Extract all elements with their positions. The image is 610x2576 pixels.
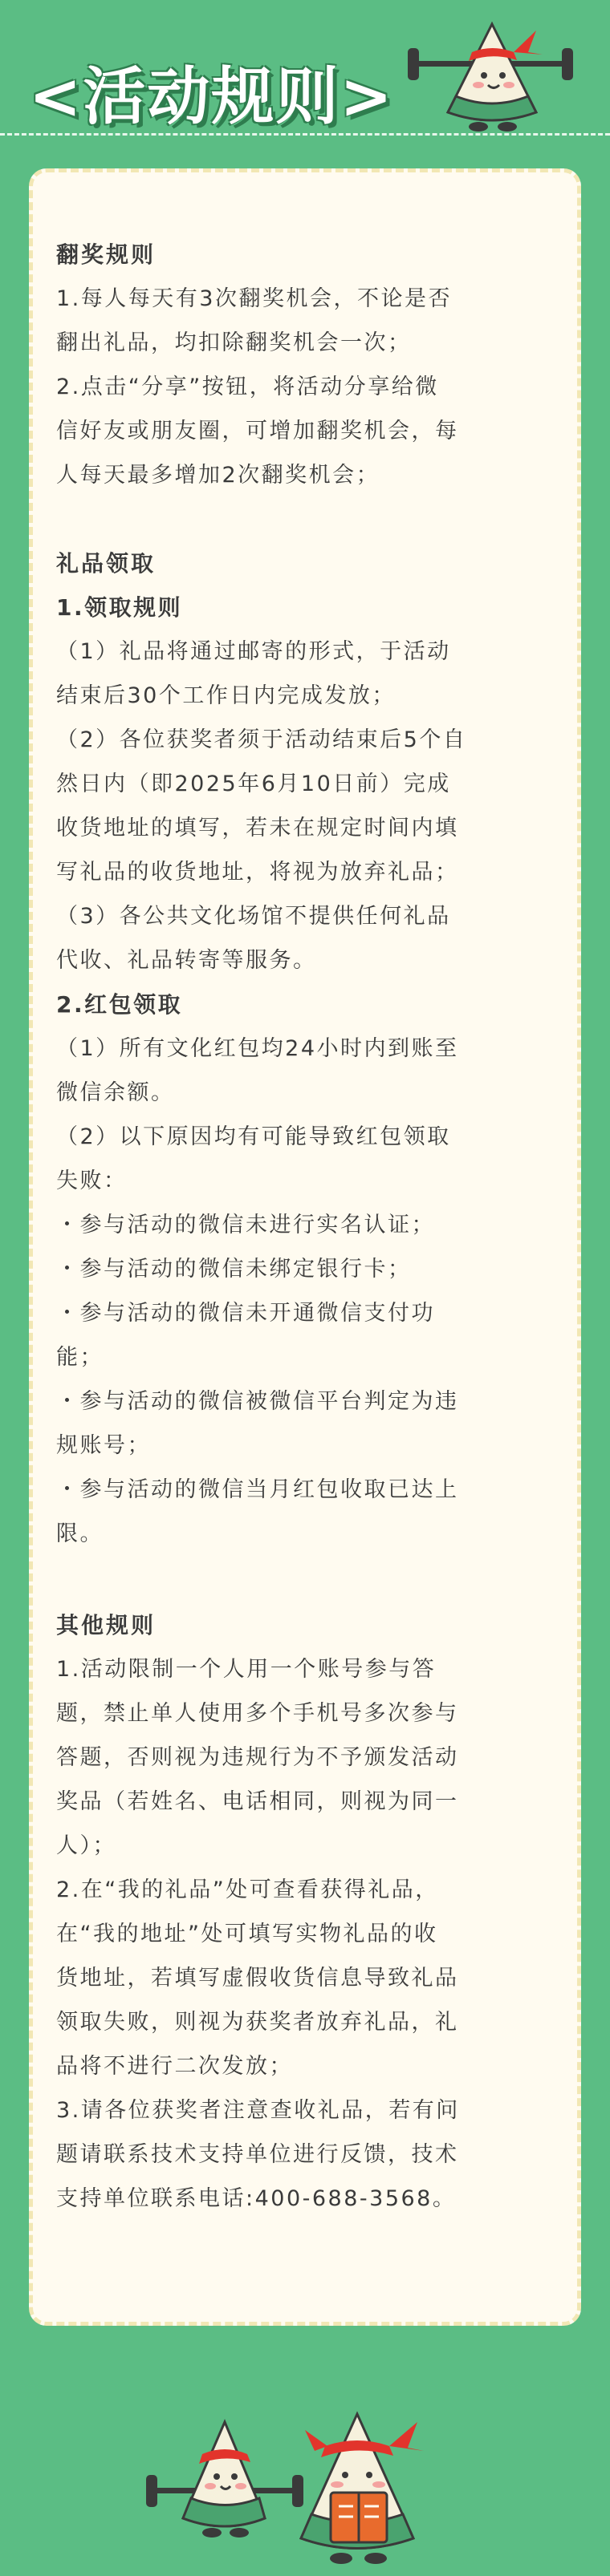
rule-line: ・参与活动的微信未开通微信支付功 xyxy=(56,1301,435,1326)
rule-line: ・参与活动的微信未进行实名认证； xyxy=(56,1213,435,1237)
rule-line: 写礼品的收货地址，将视为放弃礼品； xyxy=(56,860,459,885)
rule-line: 限。 xyxy=(56,1521,104,1546)
rule-line: 支持单位联系电话:400-688-3568。 xyxy=(56,2186,457,2211)
zongzi-mascot-dumbbell-icon xyxy=(408,8,576,136)
rule-line: 1.每人每天有3次翻奖机会，不论是否 xyxy=(56,286,452,311)
rules-content xyxy=(56,233,547,2221)
rule-line: 人每天最多增加2次翻奖机会； xyxy=(56,463,380,488)
zongzi-mascots-illustration xyxy=(144,2398,466,2576)
rule-line: 失败： xyxy=(56,1169,128,1193)
rule-line: 能； xyxy=(56,1345,104,1370)
rule-line: 领取失败，则视为获奖者放弃礼品，礼 xyxy=(56,2010,459,2035)
subsection-title-redpacket: 2.红包领取 xyxy=(56,991,183,1018)
rule-line: 然日内（即2025年6月10日前）完成 xyxy=(56,772,451,796)
zongzi-mascot-book-icon xyxy=(301,2414,424,2564)
rule-line: ・参与活动的微信未绑定银行卡； xyxy=(56,1257,412,1282)
rule-line: 品将不进行二次发放； xyxy=(56,2054,293,2079)
page-header xyxy=(0,0,610,136)
rule-line: 信好友或朋友圈，可增加翻奖机会，每 xyxy=(56,419,459,444)
section-title-other: 其他规则 xyxy=(56,1612,157,1638)
rule-line: 规账号； xyxy=(56,1433,151,1458)
rule-line: 人）； xyxy=(56,1833,116,1858)
rule-line: 3.请各位获奖者注意查收礼品，若有问 xyxy=(56,2098,460,2123)
rule-line: 翻出礼品，均扣除翻奖机会一次； xyxy=(56,330,412,355)
rule-line: （2）各位获奖者须于活动结束后5个自 xyxy=(56,727,467,752)
rule-line: （3）各公共文化场馆不提供任何礼品 xyxy=(56,904,451,929)
zongzi-mascot-dumbbell-icon xyxy=(146,2422,303,2538)
rule-line: （2）以下原因均有可能导致红包领取 xyxy=(56,1124,451,1149)
rule-line: 1.活动限制一个人用一个账号参与答 xyxy=(56,1657,437,1682)
rule-line: 题，禁止单人使用多个手机号多次参与 xyxy=(56,1701,459,1726)
rule-line: （1）所有文化红包均24小时内到账至 xyxy=(56,1036,459,1061)
rule-line: 奖品（若姓名、电话相同，则视为同一 xyxy=(56,1789,459,1814)
rule-line: 2.点击“分享”按钮，将活动分享给微 xyxy=(56,375,439,399)
rule-line: ・参与活动的微信被微信平台判定为违 xyxy=(56,1389,459,1414)
rule-line: （1）礼品将通过邮寄的形式，于活动 xyxy=(56,639,451,664)
rule-line: 结束后30个工作日内完成发放； xyxy=(56,683,396,708)
rule-line: 题请联系技术支持单位进行反馈，技术 xyxy=(56,2142,459,2167)
rule-line: 答题，否则视为违规行为不予颁发活动 xyxy=(56,1745,459,1770)
subsection-title-claim: 1.领取规则 xyxy=(56,594,183,621)
rule-line: 微信余额。 xyxy=(56,1080,175,1105)
rule-line: 货地址，若填写虚假收货信息导致礼品 xyxy=(56,1966,459,1991)
page-title: <活动规则> xyxy=(29,61,394,133)
section-title-flip: 翻奖规则 xyxy=(56,241,157,268)
rule-line: ・参与活动的微信当月红包收取已达上 xyxy=(56,1477,459,1502)
rule-line: 2.在“我的礼品”处可查看获得礼品， xyxy=(56,1877,439,1902)
rule-line: 代收、礼品转寄等服务。 xyxy=(56,948,317,973)
rule-line: 收货地址的填写，若未在规定时间内填 xyxy=(56,816,459,840)
rule-line: 在“我的地址”处可填写实物礼品的收 xyxy=(56,1922,438,1946)
section-title-gift: 礼品领取 xyxy=(56,550,157,577)
